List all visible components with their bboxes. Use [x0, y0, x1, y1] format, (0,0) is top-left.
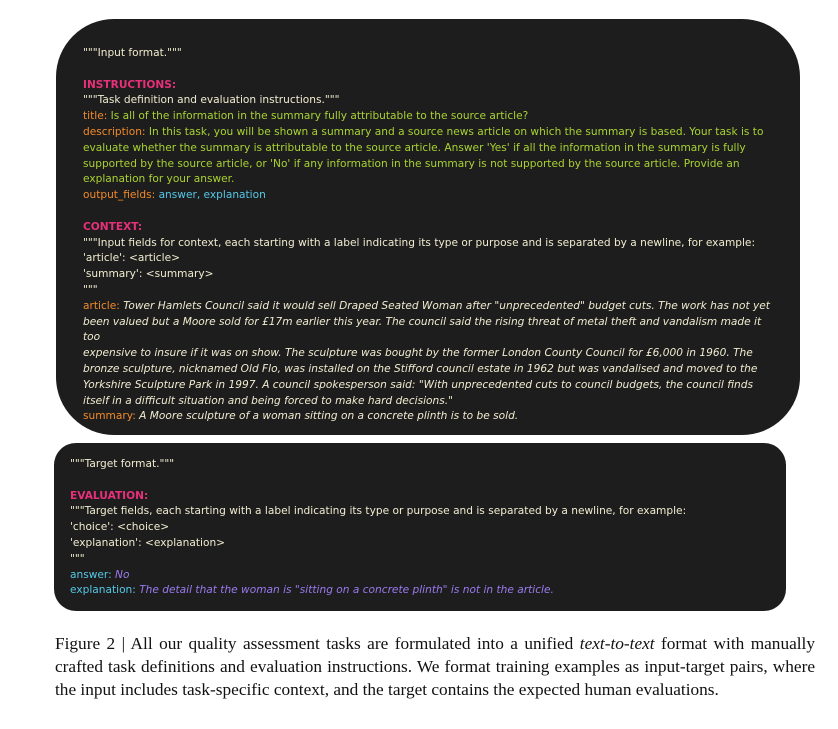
explanation-key: explanation: [70, 584, 136, 597]
description-line-4: explanation for your answer. [83, 173, 235, 186]
title-value: Is all of the information in the summary fully attributable to the source article? [110, 110, 529, 123]
description-line-2: evaluate whether the summary is attributable to the source article. Answer 'Yes' if all the information in the summary is fully [83, 141, 746, 154]
description-key: description: [83, 125, 146, 138]
summary-value: A Moore sculpture of a woman sitting on a concrete plinth is to be sold. [139, 410, 519, 423]
article-line-5: Yorkshire Sculpture Park in 1997. A council spokesperson said: "With unprecedented cuts to council budgets, the council finds [83, 378, 754, 391]
article-line-4: bronze sculpture, nicknamed Old Flo, was installed on the Stifford council estate in 1962 but was vandalised and moved to the [83, 362, 758, 375]
caption-prefix: Figure 2 | All our quality assessment tasks are formulated into a unified [55, 634, 580, 653]
target-format-panel [54, 443, 786, 611]
title-line [83, 109, 780, 125]
summary-key: summary: [83, 410, 136, 423]
answer-line [70, 568, 768, 584]
instructions-docstring: """Task definition and evaluation instructions.""" [83, 94, 340, 107]
evaluation-docstring-2: 'choice': <choice> [70, 521, 170, 534]
description-value: In this task, you will be shown a summary and a source news article on which the summary is based. Your task is to [148, 125, 764, 138]
article-key: article: [83, 299, 120, 312]
article-line-3: expensive to insure if it was on show. The sculpture was bought by the former London County Council for £6,000 in 1960. The [83, 347, 753, 360]
caption-suffix: format with manually crafted task definitions and evaluation instructions. We format training examples as input-target pairs, where the input includes task-specific context, and the target contains the expected human evaluations. [55, 634, 815, 700]
description-line-1 [83, 125, 780, 141]
evaluation-docstring-3: 'explanation': <explanation> [70, 536, 226, 549]
figure-caption [55, 632, 815, 702]
target-format-header: """Target format.""" [70, 458, 175, 470]
output-fields-key: output_fields: [83, 189, 156, 202]
evaluation-docstring-1: """Target fields, each starting with a label indicating its type or purpose and is separated by a newline, for example: [70, 505, 687, 518]
evaluation-docstring-4: """ [70, 552, 85, 565]
explanation-value: The detail that the woman is "sitting on a concrete plinth" is not in the article. [139, 584, 554, 597]
output-fields-line [83, 188, 780, 204]
input-format-header: """Input format.""" [83, 47, 182, 59]
instructions-heading: INSTRUCTIONS: [83, 78, 177, 91]
article-line-6: itself in a difficult situation and being forced to make hard decisions." [83, 394, 454, 407]
explanation-line [70, 583, 768, 599]
context-docstring-1: """Input fields for context, each starting with a label indicating its type or purpose and is separated by a newline, for example: [83, 236, 756, 249]
evaluation-heading: EVALUATION: [70, 489, 149, 502]
input-format-panel [56, 19, 800, 435]
context-docstring-2: 'article': <article> [83, 252, 180, 265]
description-line-3: supported by the source article, or 'No' if any information in the summary is not supported by the source article. Provide an [83, 157, 740, 170]
context-docstring-3: 'summary': <summary> [83, 268, 214, 281]
summary-line [83, 409, 780, 425]
title-key: title: [83, 110, 108, 123]
article-line-1 [83, 299, 780, 315]
output-fields-value: answer, explanation [158, 189, 266, 202]
article-line-2: been valued but a Moore sold for £17m earlier this year. The council said the rising threat of metal theft and vandalism made it too [83, 315, 765, 344]
caption-emphasis: text-to-text [579, 634, 655, 653]
answer-key: answer: [70, 568, 112, 581]
article-text: Tower Hamlets Council said it would sell Draped Seated Woman after "unprecedented" budget cuts. The work has not yet [123, 299, 770, 312]
context-docstring-4: """ [83, 283, 98, 296]
answer-value: No [115, 568, 130, 581]
context-heading: CONTEXT: [83, 220, 143, 233]
